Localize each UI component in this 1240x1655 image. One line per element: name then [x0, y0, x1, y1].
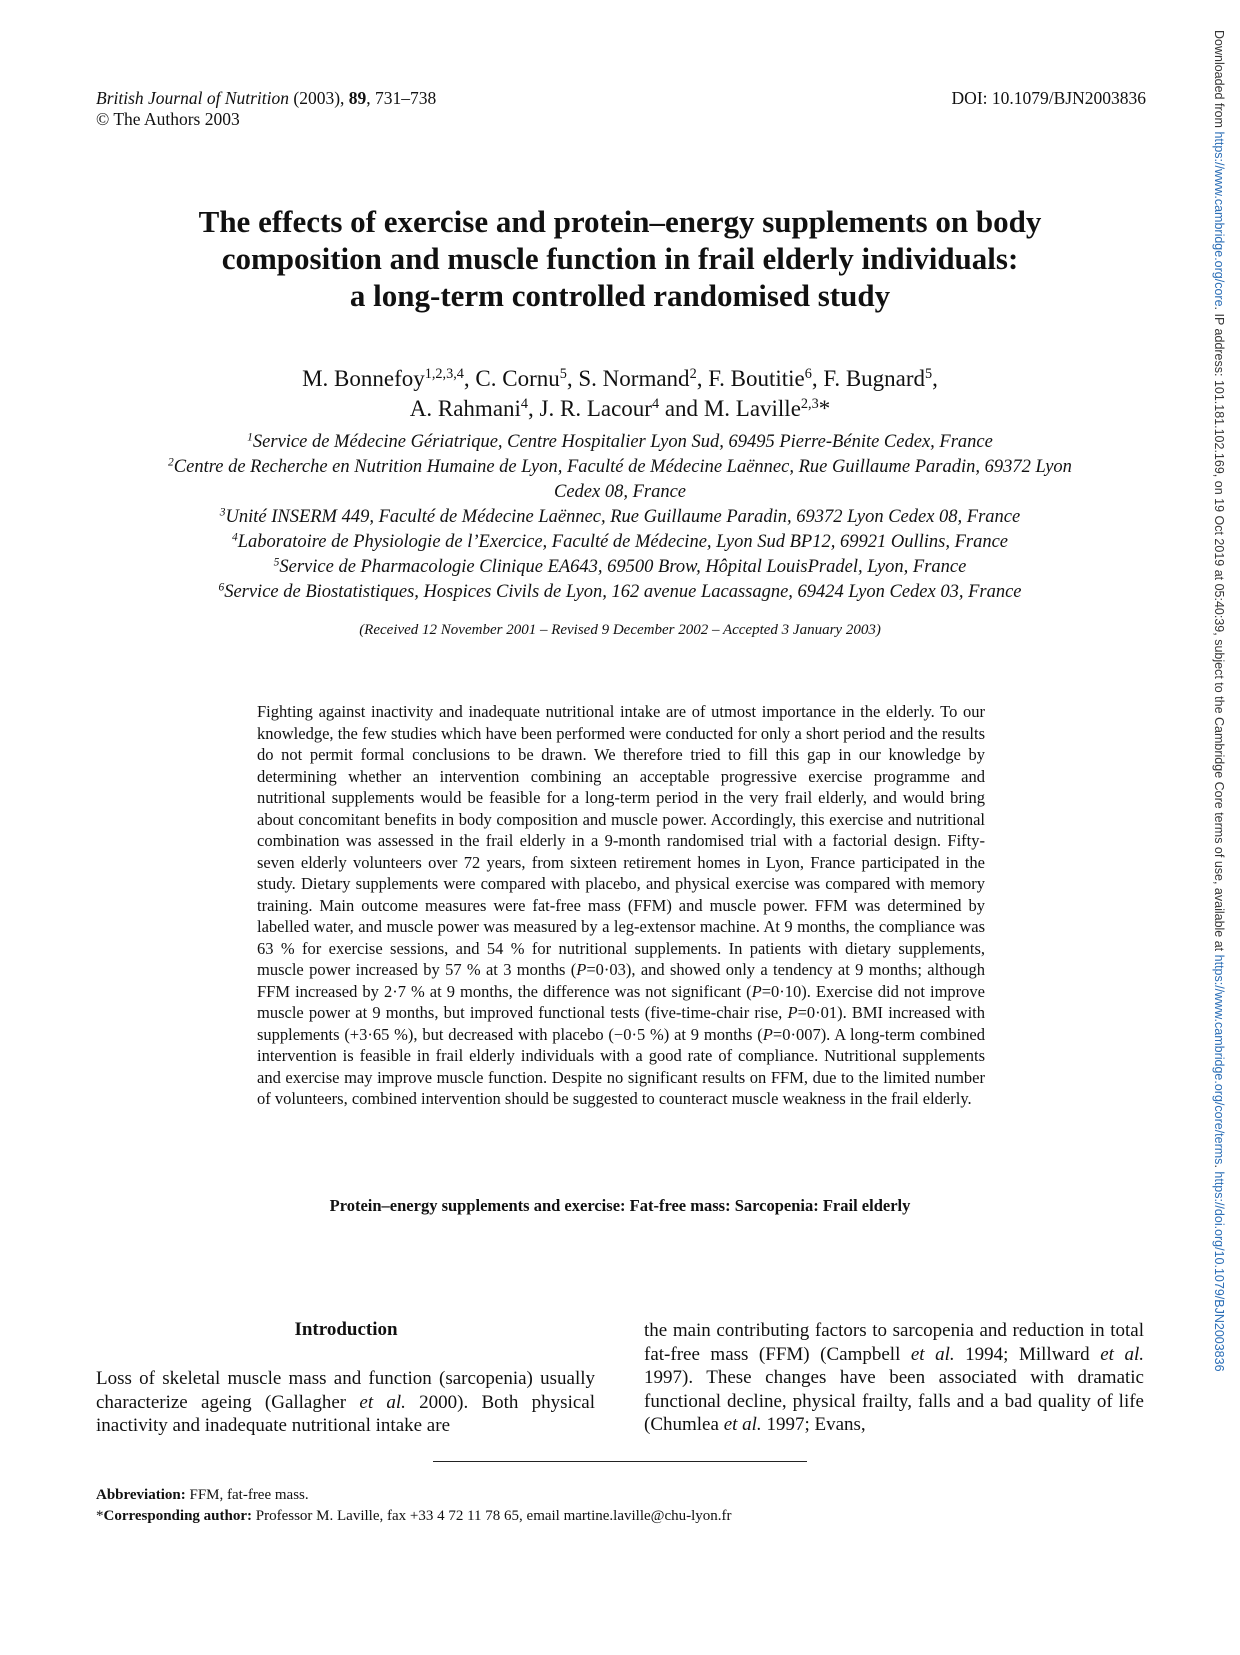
body-text: Loss of skeletal muscle mass and function (sarcopenia) usually characterize ageing (Gallagher	[96, 1368, 595, 1413]
author-name: M. Bonnefoy	[302, 366, 425, 391]
author-affiliation-sup: 5	[559, 366, 567, 383]
affiliation-text: Service de Biostatistiques, Hospices Civils de Lyon, 162 avenue Lacassagne, 69424 Lyon Cedex 03, France	[224, 582, 1022, 602]
author-separator: ,	[696, 366, 709, 391]
body-italic: et al.	[723, 1414, 762, 1435]
watermark-link-terms[interactable]: https://www.cambridge.org/core/terms	[1212, 954, 1226, 1165]
watermark-text: Downloaded from	[1212, 30, 1226, 132]
body-text: 2000). Both physical inactivity and inadequate nutritional intake are	[96, 1391, 595, 1436]
body-column-left	[96, 1367, 595, 1438]
body-text: the main contributing factors to sarcopenia and reduction in total fat-free mass (FFM) (Campbell	[644, 1320, 1144, 1365]
body-column-right	[644, 1319, 1144, 1437]
abbreviation-footnote	[96, 1485, 732, 1506]
affiliation-text: Laboratoire de Physiologie de l’Exercice, Faculté de Médecine, Lyon Sud BP12, 69921 Oullins, France	[237, 532, 1008, 552]
author-separator: ,	[811, 366, 824, 391]
title-line: The effects of exercise and protein–energy supplements on body	[198, 204, 1042, 239]
footnote-divider	[433, 1461, 807, 1462]
body-italic: et al.	[359, 1391, 406, 1413]
body-text: 1997). These changes have been associated with dramatic functional decline, physical frailty, falls and a bad quality of life (Chumlea	[644, 1367, 1144, 1435]
footnote-label: Abbreviation:	[96, 1487, 186, 1503]
footnote-label: Corresponding author:	[103, 1508, 252, 1524]
journal-header	[96, 88, 436, 130]
journal-pages: , 731–738	[366, 88, 437, 108]
abstract-italic: P	[751, 981, 762, 1001]
abstract-text: =0·007). A long-term combined intervention is feasible in frail elderly individuals with a good rate of compliance. Nutritional supplements and exercise may improve muscle function. Despite no significant results on FFM, due to the limited number of volunteers, combined intervention should be suggested to counteract muscle weakness in the frail elderly.	[257, 1024, 985, 1108]
section-heading-introduction: Introduction	[294, 1319, 398, 1340]
footnote-text: FFM, fat-free mass.	[185, 1487, 309, 1503]
affiliation	[90, 530, 1150, 555]
author-separator: ,	[566, 366, 579, 391]
affiliation	[90, 455, 1150, 480]
abstract-text: =0·10). Exercise did not improve muscle power at 9 months, but improved functional tests (five-time-chair rise,	[257, 981, 985, 1022]
author-name: F. Boutitie	[708, 366, 805, 391]
author-name: C. Cornu	[475, 366, 560, 391]
author-line	[100, 364, 1140, 394]
affiliation-number: 2	[168, 456, 174, 469]
watermark-text: .	[1212, 1164, 1226, 1172]
author-separator: ,	[528, 396, 540, 421]
author-affiliation-sup: 2	[689, 366, 697, 383]
affiliation	[90, 555, 1150, 580]
watermark-link-doi[interactable]: https://doi.org/10.1079/BJN2003836	[1212, 1171, 1226, 1372]
download-watermark	[1212, 30, 1226, 1372]
affiliation-number: 5	[273, 556, 280, 569]
author-separator: and	[659, 396, 704, 421]
affiliation-number: 4	[232, 531, 238, 544]
affiliation-text: Service de Médecine Gériatrique, Centre Hospitalier Lyon Sud, 69495 Pierre-Bénite Cedex, France	[252, 432, 993, 452]
affiliation-number: 6	[218, 581, 225, 594]
journal-volume: 89	[348, 88, 367, 108]
author-name: M. Laville	[703, 396, 801, 421]
doi: DOI: 10.1079/BJN2003836	[951, 88, 1146, 108]
abstract-text: =0·03), and showed only a tendency at 9 months; although FFM increased by 2·7 % at 9 months, the difference was not significant (	[257, 960, 985, 1001]
affiliation-text: Centre de Recherche en Nutrition Humaine de Lyon, Faculté de Médecine Laënnec, Rue Guillaume Paradin, 69372 Lyon	[173, 457, 1072, 477]
title-line: a long-term controlled randomised study	[349, 278, 891, 313]
affiliation-text: Service de Pharmacologie Clinique EA643, 69500 Brow, Hôpital LouisPradel, Lyon, France	[279, 557, 967, 577]
author-affiliation-sup: 1,2,3,4	[424, 366, 464, 383]
title-line: composition and muscle function in frail elderly individuals:	[221, 241, 1019, 276]
author-separator: *	[818, 396, 831, 421]
paper-title	[100, 203, 1140, 314]
author-separator: ,	[932, 366, 938, 391]
abstract-italic: P	[762, 1024, 773, 1044]
affiliation	[90, 580, 1150, 605]
body-italic: et al.	[1100, 1343, 1144, 1365]
affiliation-text: Unité INSERM 449, Faculté de Médecine Laënnec, Rue Guillaume Paradin, 69372 Lyon Cedex 08, France	[225, 507, 1021, 527]
author-affiliation-sup: 4	[520, 396, 529, 413]
author-line	[100, 394, 1140, 424]
author-name: F. Bugnard	[823, 366, 926, 391]
affiliation-list	[90, 430, 1150, 605]
body-text: 1997; Evans,	[761, 1414, 866, 1435]
body-text: 1994; Millward	[954, 1343, 1101, 1365]
abstract-text: =0·01). BMI increased with supplements (+3·65 %), but decreased with placebo (−0·5 %) at 9 months (	[257, 1003, 985, 1044]
affiliation-number: 1	[247, 431, 253, 444]
body-italic: et al.	[910, 1343, 955, 1365]
author-name: S. Normand	[578, 366, 690, 391]
affiliation	[90, 480, 1150, 505]
author-name: J. R. Lacour	[539, 396, 652, 421]
corresponding-author-footnote	[96, 1506, 732, 1527]
affiliation	[90, 505, 1150, 530]
journal-citation	[96, 88, 436, 109]
author-affiliation-sup: 4	[651, 396, 660, 413]
affiliation-number: 3	[219, 506, 226, 519]
footnote-text: Professor M. Laville, fax +33 4 72 11 78 65, email martine.laville@chu-lyon.fr	[252, 1508, 732, 1524]
watermark-link-core[interactable]: https://www.cambridge.org/core	[1212, 131, 1226, 307]
watermark-text: . IP address: 101.181.102.169, on 19 Oct 2019 at 05:40:39, subject to the Cambridge Core terms of use, available at	[1212, 306, 1226, 955]
author-affiliation-sup: 6	[804, 366, 812, 383]
abstract-italic: P	[576, 960, 587, 979]
keywords: Protein–energy supplements and exercise: Fat-free mass: Sarcopenia: Frail elderly	[329, 1196, 911, 1215]
abstract	[257, 701, 985, 1110]
copyright: © The Authors 2003	[96, 109, 240, 129]
abstract-italic: P	[787, 1003, 798, 1022]
author-list	[100, 364, 1140, 424]
affiliation	[90, 430, 1150, 455]
abstract-text: Fighting against inactivity and inadequate nutritional intake are of utmost importance in the elderly. To our knowledge, the few studies which have been performed were conducted for only a short period and the results do not permit formal conclusions to be drawn. We therefore tried to fill this gap in our knowledge by determining whether an intervention combining an acceptable progressive exercise programme and nutritional supplements would be feasible for a long-term period in the very frail elderly, and would bring about concomitant benefits in body composition and muscle power. Accordingly, this exercise and nutritional combination was assessed in the frail elderly in a 9-month randomised trial with a factorial design. Fifty-seven elderly volunteers over 72 years, from sixteen retirement homes in Lyon, France participated in the study. Dietary supplements were compared with placebo, and physical exercise was compared with memory training. Main outcome measures were fat-free mass (FFM) and muscle power. FFM was determined by labelled water, and muscle power was measured by a leg-extensor machine. At 9 months, the compliance was 63 % for exercise sessions, and 54 % for nutritional supplements. In patients with dietary supplements, muscle power increased by 57 % at 3 months (	[257, 702, 985, 979]
footnotes	[96, 1485, 732, 1527]
journal-year: (2003),	[293, 88, 345, 108]
affiliation-text: Cedex 08, France	[553, 482, 687, 502]
author-affiliation-sup: 2,3	[800, 396, 819, 413]
author-separator: ,	[463, 366, 476, 391]
footnote-marker: *	[96, 1508, 104, 1524]
author-name: A. Rahmani	[409, 396, 521, 421]
received-dates: (Received 12 November 2001 – Revised 9 December 2002 – Accepted 3 January 2003)	[359, 622, 881, 638]
journal-name: British Journal of Nutrition	[96, 88, 290, 108]
author-affiliation-sup: 5	[925, 366, 933, 383]
